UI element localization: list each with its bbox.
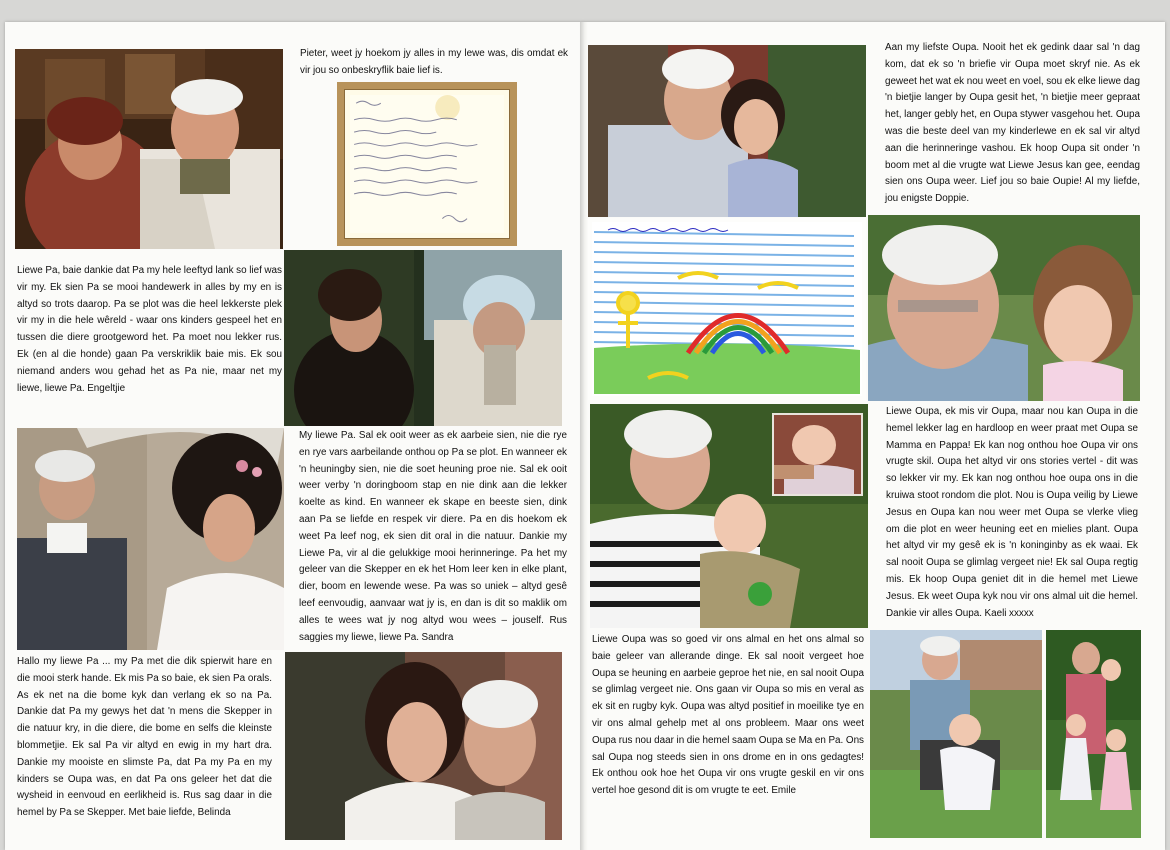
photo-woman-and-grandfather <box>284 250 562 426</box>
inset-baby-photo <box>772 413 863 496</box>
child-drawing-image <box>588 218 866 400</box>
photo-grandmother-with-children <box>1046 630 1141 838</box>
belinda-message: Hallo my liewe Pa ... my Pa met die dik spierwit hare en die mooi sterk hande. Ek mis Pa so baie, ek sien Pa orals. As ek net na die bome kyk dan verlang ek so na Pa. Dankie dat Pa my gewys het dat 'n mens die Skepper in die natuur kry, in die diere, die bome en selfs die kleinste blommetjie. Ek sal Pa vir altyd en ewig in my hart dra. Dankie my mooiste en slimste Pa, dat Pa my Pa en my kinders se Oupa was, en dat Pa ons geleer het dat die wysheid in eenvoud en eerlikheid is. Rus sag daar in die hemel by Pa se Skepper. Met baie liefde, Belinda <box>17 656 272 819</box>
doppie-message: Aan my liefste Oupa. Nooit het ek gedink daar sal 'n dag kom, dat ek so 'n briefie vir Oupa moet skryf nie. As ek geweet het wat ek nou weet en voel, sou ek elke liewe dag 'n bietjie langer by Oupa gesit het, 'n bietjie meer gepraat het, langer gebly het, en Oupa stywer vasgehou het. Oupa was die beste deel van my kinderlewe en ek sal vir altyd aan die herinneringe vashou. Ek hoop Oupa sit onder 'n boom met al die vrugte wat Liewe Jesus kan gee, eendag sien ons Oupa weer. Lief jou so baie Oupie! Al my liefde, jou enigste Doppie. <box>885 42 1140 205</box>
kaeli-message: Liewe Oupa, ek mis vir Oupa, maar nou kan Oupa in die hemel lekker lag en hardloop en weer praat met Oupa se Mamma en Pappa! Ek kan nog onthou hoe Oupa vir ons vrugte skil. Oupa het altyd vir ons stories vertel - dit was so lekker vir my. Ek kan nog onthou hoe oupa ons in die kruiwa stoot rondom die plot. Nou is Oupa veilig by Liewe Jesus en Oupa kan nou weer met Oupa se vlerke vlieg om die plot en weer heuning eet en mielies plant. Oupa het altyd vir my gesê ek is 'n koninginby as ek waai. Ek sal nooit Oupa se glimlag vergeet nie! Ek sal Oupa regtig mis. Ek hoop Oupa geniet dit in die hemel met Liewe Jesus. Ek weet Oupa kyk nou vir ons almal uit die hemel. Dankie vir alles Oupa. Kaeli xxxxx <box>886 406 1138 619</box>
photo-grandfather-seated-with-child <box>870 630 1042 838</box>
handwritten-note-image <box>337 82 517 246</box>
sandra-message: My liewe Pa. Sal ek ooit weer as ek aarbeie sien, nie die rye en rye vars aarbeilande onthou op Pa se plot. En wanneer ek 'n heuningby sien, nie die soet heuning proe nie. Sal ek ooit weer verby 'n doringboom stap en nie dink aan die lekker koelte as kind. En wanneer ek skape en beeste sien, dink aan Pa se liefde en respek vir diere. Pa en dis hoekom ek weet Pa leef nog, ek sien dit oral in die natuur. Dankie my Liewe Pa, vir al die gelukkige mooi herinneringe. Pa het my geleer van die Skepper en ek het Hom leer ken in elke plant, dier, boom en lewende wese. Pa was so uniek – altyd gesê leef eenvoudig, aanvaar wat jy is, en dan is dit so maklik om alles te wees wat jy nog altyd wou wees – jouself. Rus saggies my liewe, liewe Pa. Sandra <box>299 430 567 643</box>
engeltjie-message: Liewe Pa, baie dankie dat Pa my hele leeftyd lank so lief was vir my. Ek sien Pa se mooi handewerk in alles by my en is altyd so trots daarop. Pa se plot was die heel lekkerste plek vir my in die hele wêreld - waar ons kinders gespeel het en tussen die diere grootgeword het. Pa moet nou lekker rus. Ek (en al die honde) gaan Pa verskriklik baie mis. Ek sou niemand anders wou gehad het as Pa nie, maar net my liewe, liewe Pa. Engeltjie <box>17 265 282 394</box>
photo-couple-dancing <box>15 49 283 249</box>
photo-wedding-couple <box>17 428 284 650</box>
photo-grandfather-granddaughter <box>588 45 866 217</box>
emile-message: Liewe Oupa was so goed vir ons almal en het ons almal so baie geleer van allerande dinge. Ek sal nooit vergeet hoe Oupa se heuning en aarbeie geproe het nie, en sal nooit Oupa se glimlag vergeet nie. Ons gaan vir Oupa so mis en veral as ek sit en rugby kyk. Oupa was altyd positief in moeilike tye en vir ons almal gehelp met al ons probleem. Maar ons weet Oupa rus nou daar in die hemel saam Oupa se Ma en Pa. Ons sal Oupa nog steeds sien in ons drome en in ons gedagtes! Ek onthou ook hoe het Oupa vir ons vrugte geskil en vir ons vertel hoe gesond dit is om vrugte te eet. Emile <box>592 634 864 797</box>
pieter-caption: Pieter, weet jy hoekom jy alles in my lewe was, dis omdat ek vir jou so onbeskryflik baie lief is. <box>300 48 568 76</box>
photo-grandfather-little-girl <box>868 215 1140 401</box>
page-gutter <box>580 22 588 850</box>
photo-woman-hugging-grandfather <box>285 652 562 840</box>
